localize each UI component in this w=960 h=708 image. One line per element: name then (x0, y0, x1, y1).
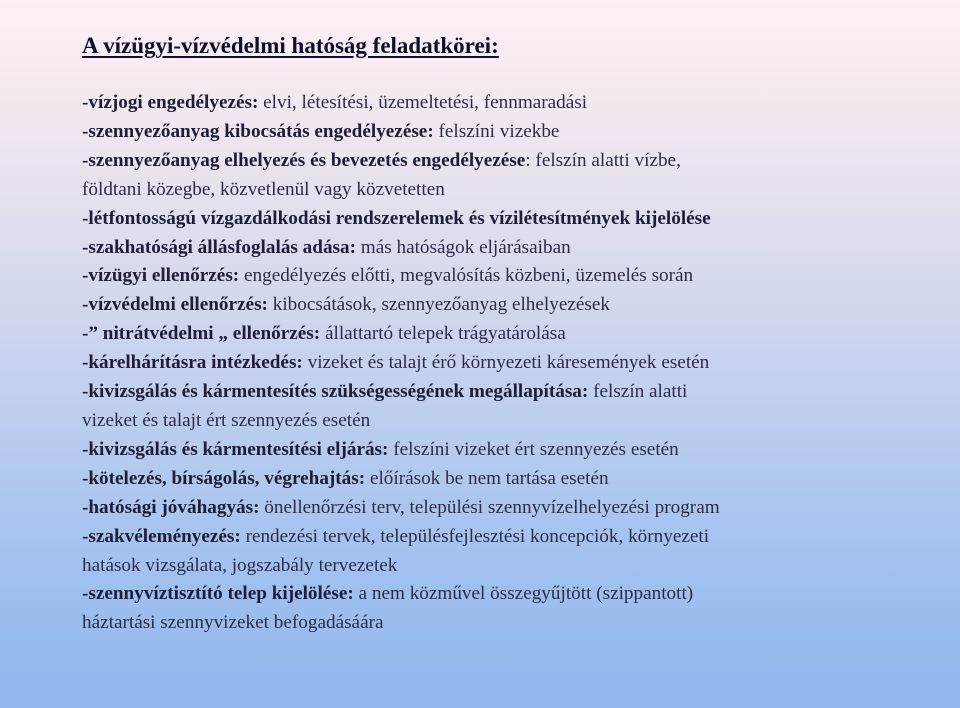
list-item (82, 349, 942, 378)
item-term: -” nitrátvédelmi „ ellenőrzés: (82, 323, 321, 345)
item-term: -kárelhárításra intézkedés: (82, 352, 303, 374)
item-description: előírások be nem tartása esetén (365, 467, 609, 489)
list-item (82, 262, 942, 291)
list-item (82, 147, 942, 176)
item-term: -kivizsgálás és kármentesítés szükségességének megállapítása: (82, 381, 589, 403)
list-item (82, 378, 942, 407)
item-term: -vízvédelmi ellenőrzés: (82, 294, 268, 316)
item-description: állattartó telepek trágyatárolása (320, 323, 566, 345)
task-list (82, 89, 942, 638)
item-description: más hatóságok eljárásaiban (355, 236, 571, 258)
item-description: háztartási szennyvizeket befogadásáára (82, 612, 384, 634)
list-item (82, 89, 942, 118)
item-term: -szennyezőanyag elhelyezés és bevezetés engedélyezése (82, 149, 526, 171)
list-item (82, 436, 942, 465)
item-description: elvi, létesítési, üzemeltetési, fennmaradási (258, 92, 588, 113)
list-item (82, 205, 942, 234)
list-item (82, 234, 942, 263)
item-description: vizeket és talajt érő környezeti káresemények esetén (302, 352, 710, 374)
item-description: felszín alatti (588, 381, 688, 403)
item-term: -szennyezőanyag kibocsátás engedélyezése: (82, 120, 434, 142)
item-description: rendezési tervek, településfejlesztési koncepciók, környezeti (240, 525, 710, 547)
item-term: -kivizsgálás és kármentesítési eljárás: (82, 438, 389, 460)
list-item (82, 494, 942, 523)
item-description: vizeket és talajt ért szennyezés esetén (82, 409, 371, 431)
item-term: -vízügyi ellenőrzés: (82, 265, 240, 287)
item-description: engedélyezés előtti, megvalósítás közbeni, üzemelés során (239, 265, 694, 287)
list-item (82, 118, 942, 147)
list-item (82, 580, 942, 609)
item-term: -hatósági jóváhagyás: (82, 496, 260, 518)
list-item (82, 320, 942, 349)
item-description: kibocsátások, szennyezőanyag elhelyezések (267, 294, 610, 316)
item-description: önellenőrzési terv, települési szennyvízelhelyezési program (259, 496, 720, 518)
list-item-continuation (82, 407, 942, 436)
item-description: a nem közművel összegyűjtött (szippantott) (353, 583, 694, 605)
item-description: felszíni vizekbe (433, 120, 560, 142)
list-item (82, 523, 942, 552)
list-item (82, 465, 942, 494)
item-term: -szennyvíztisztító telep kijelölése: (82, 583, 354, 605)
list-item-continuation (82, 552, 942, 581)
item-description: földtani közegbe, közvetlenül vagy közvetetten (82, 178, 445, 200)
page-title: A vízügyi-vízvédelmi hatóság feladatkörei: (82, 33, 499, 58)
item-description: : felszín alatti vízbe, (525, 149, 681, 171)
item-description: hatások vizsgálata, jogszabály tervezetek (82, 554, 398, 576)
list-item-continuation (82, 609, 942, 638)
list-item (82, 291, 942, 320)
item-term: -szakvéleményezés: (82, 525, 241, 547)
item-term: -vízjogi engedélyezés: (82, 92, 259, 113)
list-item-continuation (82, 176, 942, 205)
item-description: felszíni vizeket ért szennyezés esetén (388, 438, 679, 460)
item-term: -létfontosságú vízgazdálkodási rendszerelemek és vízilétesítmények kijelölése (82, 207, 711, 229)
item-term: -szakhatósági állásfoglalás adása: (82, 236, 356, 258)
item-term: -kötelezés, bírságolás, végrehajtás: (82, 467, 366, 489)
